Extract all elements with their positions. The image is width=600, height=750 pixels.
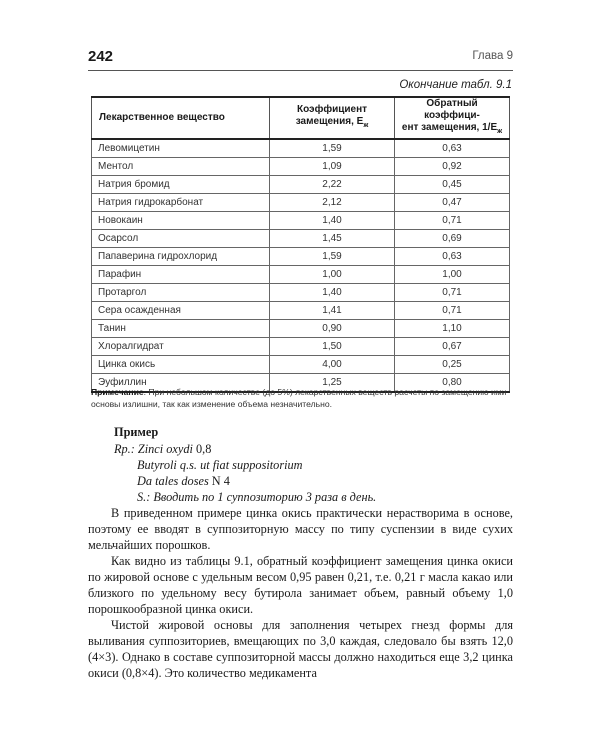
cell-substance-name: Новокаин	[92, 212, 270, 230]
table-row	[92, 266, 510, 284]
cell-inverse-coefficient: 0,47	[395, 194, 510, 212]
cell-substance-name: Натрия бромид	[92, 176, 270, 194]
prescription-line-3: Da tales doses N 4	[137, 474, 230, 488]
cell-inverse-coefficient: 1,10	[395, 320, 510, 338]
cell-substance-name: Папаверина гидрохлорид	[92, 248, 270, 266]
table-body	[92, 139, 510, 392]
table-row	[92, 338, 510, 356]
page-number: 242	[88, 48, 114, 65]
table-row	[92, 248, 510, 266]
cell-inverse-coefficient: 0,63	[395, 139, 510, 158]
chapter-label: Глава 9	[472, 50, 513, 62]
cell-inverse-coefficient: 0,71	[395, 284, 510, 302]
table-row	[92, 158, 510, 176]
cell-coefficient: 1,25	[270, 374, 395, 393]
cell-coefficient: 1,09	[270, 158, 395, 176]
table-row	[92, 212, 510, 230]
prescription-line-4: S.: Вводить по 1 суппозиторию 3 раза в день.	[137, 490, 377, 504]
prescription-line-1: Rp.: Zinci oxydi 0,8	[114, 442, 212, 456]
paragraph: Как видно из таблицы 9.1, обратный коэффициент замещения цинка окиси по жировой основе с удельным весом 0,95 равен 0,21, т.е. 0,21 г масла какао или близкого по удельному весу бутирола занимает объем, равный объему 1,0 порошкообразной цинка окиси.	[88, 554, 513, 616]
cell-inverse-coefficient: 0,69	[395, 230, 510, 248]
cell-substance-name: Протаргол	[92, 284, 270, 302]
cell-coefficient: 1,41	[270, 302, 395, 320]
cell-inverse-coefficient: 0,25	[395, 356, 510, 374]
cell-substance-name: Парафин	[92, 266, 270, 284]
column-header-substance: Лекарственное вещество	[92, 97, 270, 139]
table-row	[92, 284, 510, 302]
note-text: . При небольшом количестве (до 5%) лекарственных веществ расчеты по замещению ими основы излишни, так как изменение объема незначительно.	[91, 387, 507, 409]
table-row	[92, 230, 510, 248]
cell-substance-name: Эуфиллин	[92, 374, 270, 393]
column-header-inverse-coefficient: Обратный коэффици- ент замещения, $1/E_ж$	[395, 97, 510, 139]
cell-inverse-coefficient: 0,71	[395, 212, 510, 230]
cell-inverse-coefficient: 0,92	[395, 158, 510, 176]
table-row	[92, 302, 510, 320]
cell-coefficient: 4,00	[270, 356, 395, 374]
cell-inverse-coefficient: 0,63	[395, 248, 510, 266]
table-header-row	[92, 97, 510, 139]
cell-coefficient: 1,00	[270, 266, 395, 284]
cell-inverse-coefficient: 0,80	[395, 374, 510, 393]
table-row	[92, 320, 510, 338]
cell-coefficient: 1,45	[270, 230, 395, 248]
cell-coefficient: 1,59	[270, 139, 395, 158]
cell-substance-name: Хлоралгидрат	[92, 338, 270, 356]
cell-substance-name: Танин	[92, 320, 270, 338]
cell-inverse-coefficient: 0,67	[395, 338, 510, 356]
table-row	[92, 356, 510, 374]
prescription-line-2: Butyroli q.s. ut fiat suppositorium	[137, 458, 303, 472]
cell-substance-name: Сера осажденная	[92, 302, 270, 320]
cell-coefficient: 1,59	[270, 248, 395, 266]
cell-coefficient: 1,50	[270, 338, 395, 356]
prescription-example	[114, 424, 514, 505]
paragraph: Чистой жировой основы для заполнения четырех гнезд формы для выливания суппозиториев, вмещающих по 3,0 каждая, следовало бы взять 12,0 (4×3). Однако в составе суппозиторной массы должно находиться еще 3,2 цинка окиси (0,8×4). Это количество медикамента	[88, 618, 513, 680]
cell-inverse-coefficient: 0,71	[395, 302, 510, 320]
table-row	[92, 139, 510, 158]
example-title: Пример	[114, 425, 159, 439]
body-text	[88, 505, 513, 681]
page-header	[88, 48, 513, 70]
cell-substance-name: Натрия гидрокарбонат	[92, 194, 270, 212]
table-note	[91, 386, 513, 410]
cell-inverse-coefficient: 1,00	[395, 266, 510, 284]
header-divider	[88, 70, 513, 71]
cell-substance-name: Осарсол	[92, 230, 270, 248]
cell-substance-name: Левомицетин	[92, 139, 270, 158]
cell-substance-name: Цинка окись	[92, 356, 270, 374]
table-row	[92, 194, 510, 212]
table-caption: Окончание табл. 9.1	[399, 79, 512, 91]
column-header-coefficient: Коэффициент замещения, $E_ж$	[270, 97, 395, 139]
cell-coefficient: 1,40	[270, 212, 395, 230]
replacement-coefficient-table	[91, 96, 510, 393]
note-label: Примечание	[91, 387, 144, 397]
paragraph: В приведенном примере цинка окись практически нерастворима в основе, поэтому ее вводят в суппозиторную массу по типу суспензии в виде сухих мельчайших порошков.	[88, 506, 513, 552]
cell-coefficient: 2,22	[270, 176, 395, 194]
cell-coefficient: 2,12	[270, 194, 395, 212]
cell-coefficient: 0,90	[270, 320, 395, 338]
cell-coefficient: 1,40	[270, 284, 395, 302]
cell-inverse-coefficient: 0,45	[395, 176, 510, 194]
table-row	[92, 176, 510, 194]
cell-substance-name: Ментол	[92, 158, 270, 176]
